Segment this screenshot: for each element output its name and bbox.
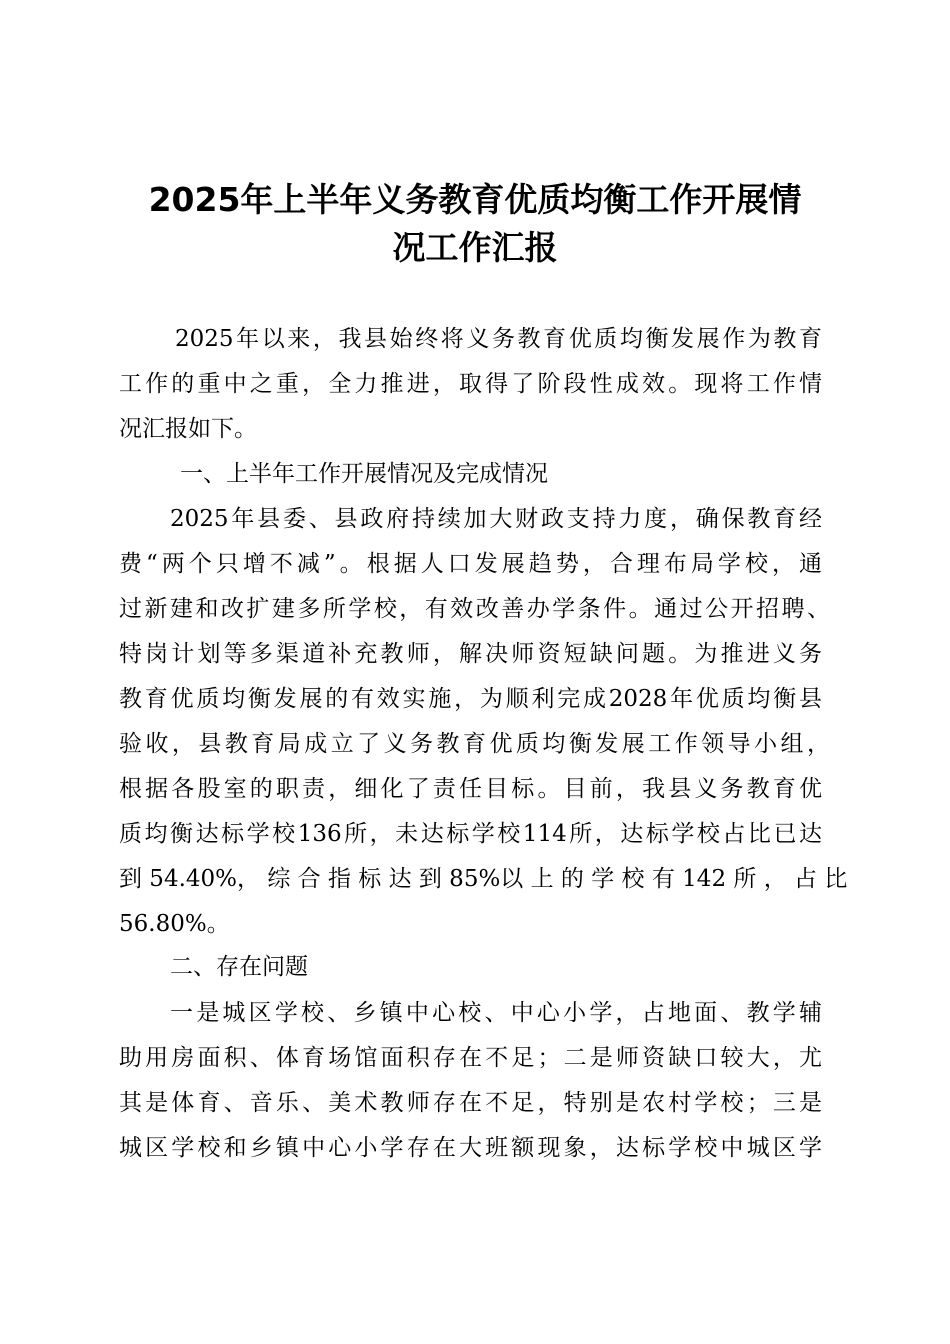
intro-line: 况汇报如下。 (119, 416, 257, 442)
title-line: 况工作汇报 (392, 228, 558, 267)
section-heading: 二、存在问题 (170, 954, 308, 980)
paragraph-line: 助用房面积、体育场馆面积存在不足；二是师资缺口较大，尤 (119, 1045, 822, 1071)
paragraph-line: 其是体育、音乐、美术教师存在不足，特别是农村学校；三是 (119, 1090, 822, 1116)
paragraph-line: 质均衡达标学校136所，未达标学校114所，达标学校占比已达 (119, 821, 822, 847)
paragraph-line: 城区学校和乡镇中心小学存在大班额现象，达标学校中城区学 (119, 1135, 822, 1161)
paragraph-line: 一是城区学校、乡镇中心校、中心小学，占地面、教学辅 (170, 1000, 822, 1026)
section-heading: 一、上半年工作开展情况及完成情况 (180, 461, 548, 487)
paragraph-line: 56.80%。 (119, 911, 230, 937)
title-line: 2025年上半年义务教育优质均衡工作开展情 (148, 180, 802, 219)
paragraph-line: 过新建和改扩建多所学校，有效改善办学条件。通过公开招聘、 (119, 596, 830, 622)
document-title (100, 176, 850, 272)
intro-line: 工作的重中之重，全力推进，取得了阶段性成效。现将工作情 (119, 371, 822, 397)
paragraph-line: 教育优质均衡发展的有效实施，为顺利完成2028年优质均衡县 (119, 686, 822, 712)
intro-line: 2025年以来，我县始终将义务教育优质均衡发展作为教育 (175, 326, 822, 352)
paragraph-line: 2025年县委、县政府持续加大财政支持力度，确保教育经 (170, 506, 822, 532)
paragraph-line: 根据各股室的职责，细化了责任目标。目前，我县义务教育优 (119, 776, 822, 802)
paragraph-line: 费“两个只增不减”。根据人口发展趋势，合理布局学校，通 (119, 551, 822, 577)
paragraph-line: 到 54.40%， 综 合 指 标 达 到 85%以 上 的 学 校 有 142 所 ， 占 比 (119, 866, 848, 892)
paragraph-line: 验收，县教育局成立了义务教育优质均衡发展工作领导小组， (119, 731, 830, 757)
paragraph-line: 特岗计划等多渠道补充教师，解决师资短缺问题。为推进义务 (119, 641, 822, 667)
